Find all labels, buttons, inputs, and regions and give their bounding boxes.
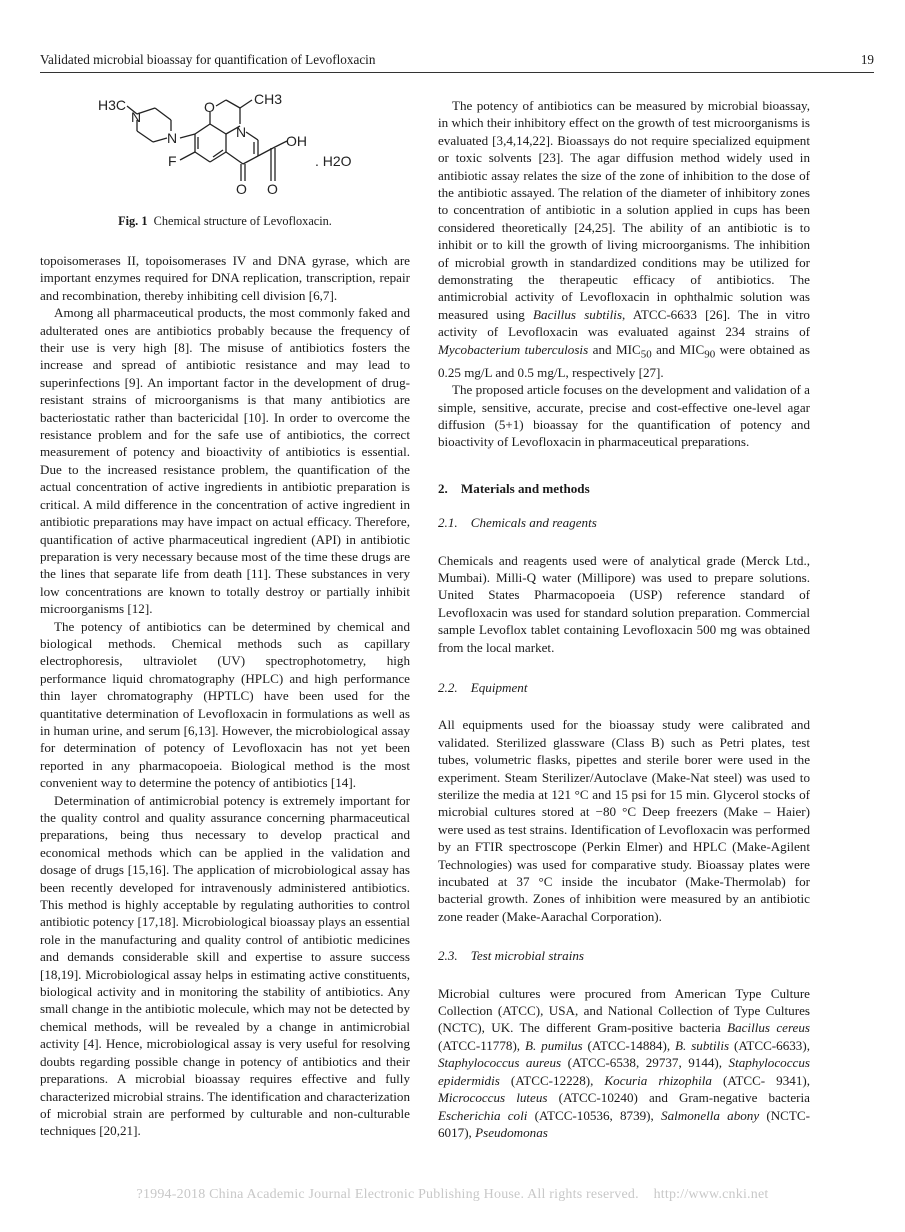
s23-text-d: (ATCC-6633), [729, 1037, 810, 1053]
mic90-subscript: 90 [704, 348, 716, 361]
left-paragraph-2: Among all pharmaceutical products, the most commonly faked and adulterated ones are antibiotics probably because the frequency of their use is very high [8]. The misuse of antibiotics fosters the increase and spread of antibiotic resistance and may lead to superinfections [9]. An important factor in the development of drug-resistant strains of microorganisms is that many antibiotics are bacteriostatic rather than bactericidal [10]. In order to overcome the resistance problem and for the safe use of antibiotics, the correct measurement of potency and bioactivity of antibiotics is essential. Due to the increased resistance problem, the quantification of the actual concentration of active ingredients in antibiotic preparation is critical. A mild difference in the concentration of active ingredient in antibiotic preparations may have impact on actual efficacy. Therefore, quantification of active pharmaceutical ingredient (API) in antibiotic preparation is very necessary because most of the time these drugs are the lines that separate life from death [11]. These substances in very low concentrations are known to totally destroy or partially inhibit microorganisms [12]. [40, 305, 410, 617]
page-number: 19 [860, 52, 874, 67]
left-paragraph-3: The potency of antibiotics can be determined by chemical and biological methods. Chemical methods such as capillary electrophoresis, ultraviolet (UV) spectrophotometry, high performance liquid chromatography (HPLC) and high performance thin layer chromatography (HPTLC) have been used for the quantitative determination of Levofloxacin in formulations as well as in human urine, and serum [6,13]. However, the microbiological assay for determination of potency of Levofloxacin has not yet been reported in any pharmacopoeia. Biological method is the most convenient way to determine the potency of antibiotics [14]. [40, 618, 410, 791]
n-piperazine-bottom: N [167, 130, 178, 146]
s23-text-b: (ATCC-11778), [438, 1037, 525, 1053]
s23-text-i: (ATCC-10536, 8739), [527, 1107, 662, 1123]
figure-caption-label: Fig. 1 [118, 214, 148, 228]
s23-text-g: (ATCC- 9341), [711, 1072, 811, 1088]
species-pseudomonas: Pseudomonas [475, 1124, 548, 1140]
species-b-subtilis: B. subtilis [675, 1037, 730, 1053]
s23-text-f: (ATCC-12228), [499, 1072, 605, 1088]
running-title: Validated microbial bioassay for quantification of Levofloxacin [40, 52, 376, 67]
ch3-label: CH3 [254, 91, 283, 107]
n-quinolone: N [236, 124, 247, 140]
left-paragraph-4: Determination of antimicrobial potency is extremely important for the quality control and quality assurance concerning pharmaceutical preparations, being thus necessary to develop practical and economical methods which can be applied in the validation and dosage of drugs [15,16]. The application of microbiological assay has been recently developed for intravenously administered antibiotics. This method is highly acceptable by regulating authorities to control antibiotic potency [17,18]. Microbiological bioassay plays an essential role in the manufacturing and quality control of antibiotic medicines and demands considerable skill and expertise to assure success [18,19]. Microbiological assay helps in estimating active constituents, biological activity and in monitoring the stability of antibiotics. Any small change in the antibiotic molecule, which may not be detected by chemical methods, will be revealed by a change in antimicrobial activity [4]. Hence, microbiological assay is very useful for resolving doubts regarding possible change in potency of antibiotics and their preparations. A microbial bioassay requires effective and fully characterized microbial strains. The identification and characterization of microbial strain are performed by culturable and non-culturable techniques [20,21]. [40, 792, 410, 1139]
species-b-pumilus: B. pumilus [524, 1037, 583, 1053]
species-bacillus-subtilis: Bacillus subtilis [533, 306, 623, 322]
section-2-2-heading: 2.2. Equipment [438, 679, 528, 695]
mic50-subscript: 50 [640, 348, 652, 361]
o-ring-label: O [204, 99, 215, 115]
s23-text-c: (ATCC-14884), [582, 1037, 676, 1053]
figure-caption-text: Chemical structure of Levofloxacin. [153, 214, 332, 228]
h3c-label: H3C [98, 97, 127, 113]
species-mycobacterium: Mycobacterium tuberculosis [438, 341, 589, 357]
acid-o-label: O [267, 181, 278, 197]
right-paragraph-2: The proposed article focuses on the development and validation of a simple, sensitive, accurate, precise and cost-effective one-level agar diffusion (5+1) bioassay for the quantification of potency and bioactivity of Levofloxacin in pharmaceutical preparations. [438, 382, 810, 450]
n-piperazine-top: N [131, 109, 142, 125]
section-2-1-heading: 2.1. Chemicals and reagents [438, 515, 597, 531]
figure-caption [40, 214, 410, 229]
section-2-heading: 2. Materials and methods [438, 480, 590, 496]
left-paragraph-1: topoisomerases II, topoisomerases IV and DNA gyrase, which are important enzymes required for DNA replication, transcription, repair and recombination, thereby inhibiting cell division [6,7]. [40, 253, 410, 303]
right-p1-text-e: and MIC [592, 341, 641, 357]
species-staph-aureus: Staphylococcus aureus [438, 1055, 562, 1071]
oh-label: OH [286, 133, 307, 149]
ketone-o-label: O [236, 181, 247, 197]
s23-text-h: (ATCC-10240) and Gram-negative bacteria [547, 1090, 810, 1106]
species-ecoli: Escherichia coli [438, 1107, 528, 1123]
figure-1 [40, 86, 410, 236]
species-kocuria: Kocuria rhizophila [604, 1072, 712, 1088]
right-p1-text-c: , ATCC-6633 [26]. The in vitro activity of Levofloxacin was evaluated against 234 strains of [438, 306, 810, 340]
right-p1-text-a: The potency of antibiotics can be measured by microbial bioassay, in which their inhibitory effect on the growth of test microorganisms is evaluated [3,4,14,22]. Bioassays do not require specialized equipment or toxic solvents [23]. The agar diffusion method widely used in antibiotic assay relates the size of the zone of inhibition to the dose of the antibiotic assayed. The relation of the diameter of inhibitory zones to concentration of antibiotic in a solution applied in cups has been considered theoretically [24,25]. The ability of an antibiotic is to inhibit or to kill the growth of living microorganisms. The inhibition of microbial growth in standardized conditions may be utilized for demonstrating the therapeutic efficacy of antibiotics. The antimicrobial activity of Levofloxacin in ophthalmic solution was measured using [438, 98, 810, 322]
species-salmonella: Salmonella abony [661, 1107, 760, 1123]
left-column [40, 252, 410, 1140]
species-staph-epidermidis: Staphylococcus epidermidis [438, 1055, 810, 1088]
running-header [40, 52, 874, 70]
s23-text-a: Microbial cultures were procured from American Type Culture Collection (ATCC), USA, and National Collection of Type Cultures (NCTC), UK. The different Gram-positive bacteria [438, 985, 810, 1036]
f-label: F [168, 153, 177, 169]
section-2-2-text: All equipments used for the bioassay study were calibrated and validated. Sterilized glassware (Class B) such as Petri plates, test tubes, volumetric flasks, pipettes and sterile borer were used in the experiment. Steam Sterilizer/Autoclave (Make-Nat steel) was used to sterilize the media at 121 °C and 15 psi for 15 min. Glycerol stocks of microbial cultures stored at −80 °C Deep freezers (Make – Haier) were used as test strains. Identification of Levofloxacin was performed by an FTIR spectroscope (Perkin Elmer) and HPLC (Make-Agilent Technologies) was used for comparative study. Bioassay plates were incubated at 37 °C inside the incubator (Make-Thermolab) for bacterial growth. Zones of inhibition were measured by an antibiotic zone reader (Make-Aarachal Corporation). [438, 717, 810, 924]
section-2-1-text: Chemicals and reagents used were of analytical grade (Merck Ltd., Mumbai). Milli-Q water (Millipore) was used to prepare solutions. United States Pharmacopoeia (USP) reference standard of Levofloxacin was used for standard solution preparation. Commercial sample Levoflox tablet containing Levofloxacin 500 mg was obtained from the local market. [438, 552, 810, 655]
levofloxacin-structure-drawing [40, 86, 410, 211]
section-2-3-text [438, 985, 810, 1142]
right-p1-text-g: were obtained as 0.25 mg/L and 0.5 mg/L, respectively [27]. [438, 341, 810, 380]
right-paragraph-1 [438, 97, 810, 381]
species-micrococcus: Micrococcus luteus [438, 1090, 548, 1106]
right-p1-text-f: and MIC [651, 341, 705, 357]
copyright-footer: ?1994-2018 China Academic Journal Electronic Publishing House. All rights reserved. http://www.cnki.net [136, 1187, 769, 1202]
section-2-3-heading: 2.3. Test microbial strains [438, 948, 584, 964]
right-column [438, 97, 810, 1141]
header-rule [40, 72, 874, 73]
species-bacillus-cereus: Bacillus cereus [727, 1020, 811, 1036]
water-label: . H2O [315, 153, 352, 169]
s23-text-j: (NCTC-6017), [438, 1107, 811, 1140]
s23-text-e: (ATCC-6538, 29737, 9144), [561, 1055, 729, 1071]
